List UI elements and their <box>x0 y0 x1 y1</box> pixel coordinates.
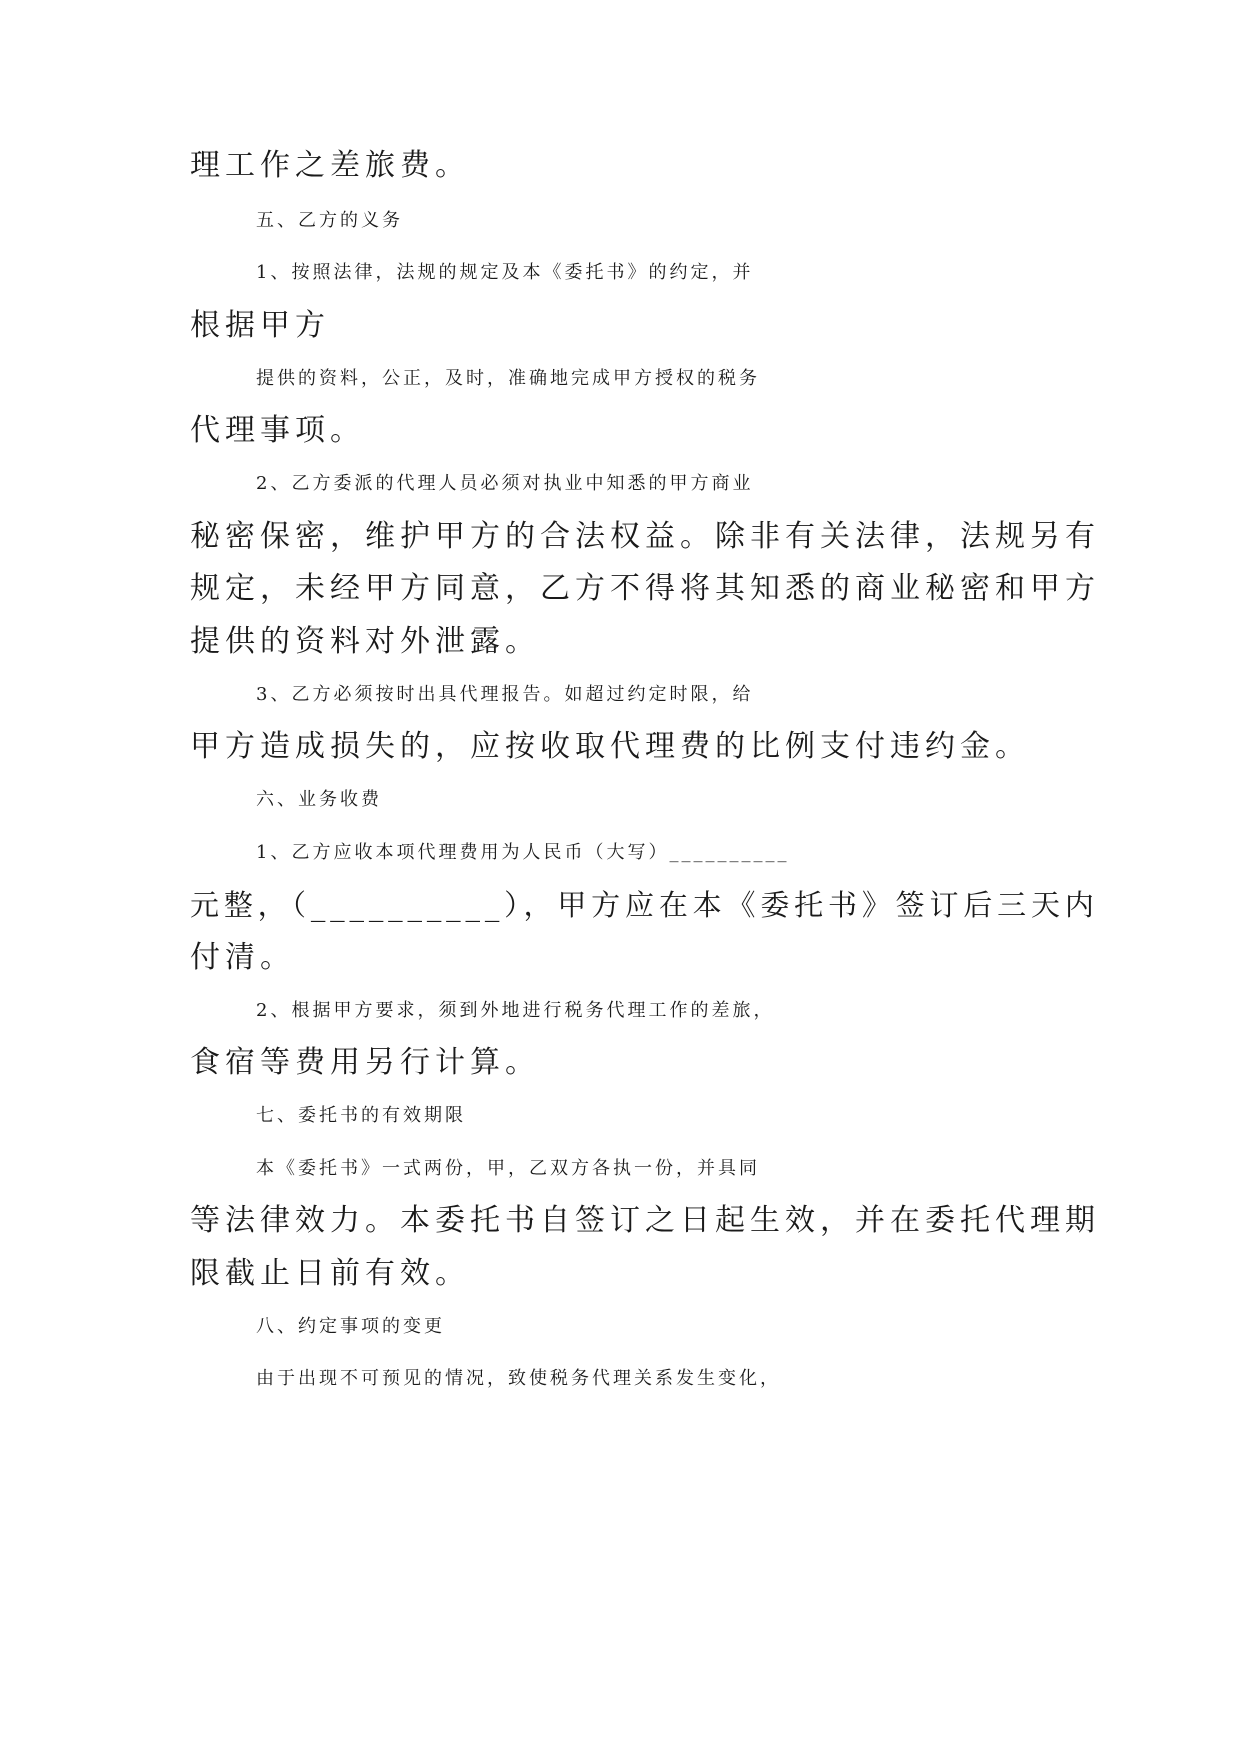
text-line: 限截止日前有效。 <box>190 1256 470 1291</box>
text-line: 甲方造成损失的，应按收取代理费的比例支付违约金。 <box>190 729 1030 764</box>
text-line: 等法律效力。本委托书自签订之日起生效，并在委托代理期 <box>190 1203 1100 1238</box>
section-heading: 六、业务收费 <box>256 789 382 810</box>
text-line: 秘密保密，维护甲方的合法权益。除非有关法律，法规另有 <box>190 519 1100 554</box>
text-line: 代理事项。 <box>190 413 365 448</box>
text-line: 由于出现不可预见的情况，致使税务代理关系发生变化， <box>256 1368 781 1389</box>
section-heading: 七、委托书的有效期限 <box>256 1105 466 1126</box>
text-line: 1、乙方应收本项代理费用为人民币（大写）__________ <box>256 842 790 863</box>
section-heading: 八、约定事项的变更 <box>256 1316 445 1337</box>
text-line: 提供的资料，公正，及时，准确地完成甲方授权的税务 <box>256 368 760 389</box>
text-line: 本《委托书》一式两份，甲，乙双方各执一份，并具同 <box>256 1158 760 1179</box>
text-line: 2、乙方委派的代理人员必须对执业中知悉的甲方商业 <box>256 473 754 494</box>
text-line: 食宿等费用另行计算。 <box>190 1045 540 1080</box>
section-heading: 五、乙方的义务 <box>256 210 403 231</box>
text-line: 3、乙方必须按时出具代理报告。如超过约定时限，给 <box>256 684 754 705</box>
text-line: 理工作之差旅费。 <box>190 148 470 183</box>
text-line: 提供的资料对外泄露。 <box>190 624 540 659</box>
text-line: 付清。 <box>190 940 295 975</box>
text-line: 规定，未经甲方同意，乙方不得将其知悉的商业秘密和甲方 <box>190 571 1100 606</box>
text-line: 1、按照法律，法规的规定及本《委托书》的约定，并 <box>256 262 754 283</box>
text-line: 元整，（__________），甲方应在本《委托书》签订后三天内 <box>190 888 1099 922</box>
text-line: 2、根据甲方要求，须到外地进行税务代理工作的差旅， <box>256 1000 775 1021</box>
text-line: 根据甲方 <box>190 308 330 343</box>
